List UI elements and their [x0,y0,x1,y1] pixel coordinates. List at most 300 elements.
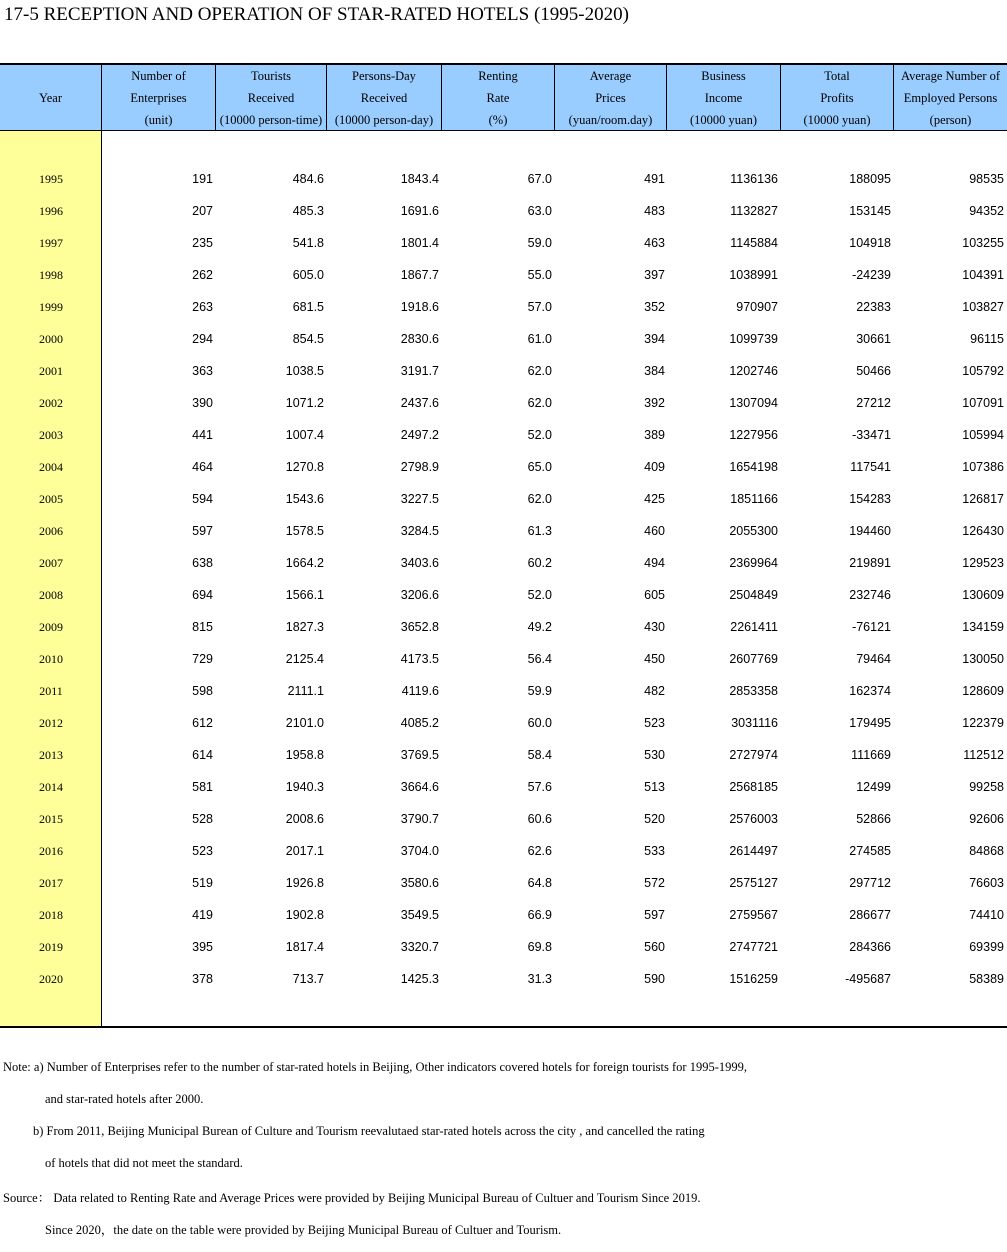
cell-business-income: 2055300 [729,524,778,538]
table-header [0,63,1007,131]
cell-total-profits: -33471 [852,428,891,442]
cell-average-price: 460 [644,524,665,538]
note-a-line-2: and star-rated hotels after 2000. [45,1092,204,1106]
cell-employed-persons: 105792 [962,364,1004,378]
cell-year: 1998 [39,268,63,282]
table-row [0,899,1007,931]
cell-tourists: 2101.0 [285,716,324,730]
header-employed-persons-line: Employed Persons [903,91,998,105]
cell-business-income: 1136136 [730,172,778,186]
cell-enterprises: 815 [192,620,213,634]
cell-employed-persons: 130609 [962,588,1004,602]
cell-employed-persons: 134159 [962,620,1004,634]
cell-employed-persons: 122379 [962,716,1004,730]
cell-tourists: 2125.4 [285,652,324,666]
cell-year: 2001 [39,364,63,378]
header-total-profits-line: Profits [820,91,854,105]
header-business-income-line: Business [701,69,746,83]
table-row [0,803,1007,835]
cell-employed-persons: 103255 [962,236,1004,250]
header-average-price-line: Prices [595,91,626,105]
cell-employed-persons: 98535 [969,172,1004,186]
cell-persons-day: 3227.5 [400,492,439,506]
cell-total-profits: 154283 [849,492,891,506]
cell-tourists: 1038.5 [285,364,324,378]
cell-renting-rate: 52.0 [527,588,552,602]
cell-tourists: 1902.8 [285,908,324,922]
cell-business-income: 1654198 [729,460,778,474]
cell-total-profits: 111669 [851,748,891,762]
cell-persons-day: 3206.6 [400,588,439,602]
cell-total-profits: 52866 [856,812,891,826]
cell-enterprises: 594 [192,492,213,506]
cell-renting-rate: 66.9 [527,908,552,922]
cell-tourists: 2017.1 [285,844,324,858]
cell-persons-day: 3704.0 [400,844,439,858]
source-line-1: Source： Data related to Renting Rate and Average Prices were provided by Beijing Municipal Bureau of Cultuer and Tourism Since 2019. [3,1191,701,1205]
cell-enterprises: 598 [192,684,213,698]
header-average-price [555,65,667,131]
cell-total-profits: 117541 [850,460,891,474]
cell-employed-persons: 76603 [969,876,1004,890]
cell-tourists: 1926.8 [285,876,324,890]
table-row [0,419,1007,451]
cell-persons-day: 3664.6 [400,780,439,794]
cell-enterprises: 523 [192,844,213,858]
cell-average-price: 491 [644,172,665,186]
cell-persons-day: 4119.6 [401,684,439,698]
cell-business-income: 1202746 [729,364,778,378]
cell-year: 1996 [39,204,63,218]
cell-year: 1997 [39,236,63,250]
header-persons-day-line: Persons-Day [352,69,416,83]
cell-renting-rate: 52.0 [527,428,552,442]
table-row [0,547,1007,579]
cell-business-income: 1516259 [729,972,778,986]
cell-tourists: 1270.8 [285,460,324,474]
cell-average-price: 523 [644,716,665,730]
cell-business-income: 2614497 [729,844,778,858]
cell-renting-rate: 63.0 [527,204,552,218]
header-enterprises [102,65,216,131]
cell-enterprises: 441 [192,428,213,442]
cell-year: 1999 [39,300,63,314]
cell-enterprises: 191 [192,172,213,186]
cell-renting-rate: 61.3 [527,524,552,538]
cell-tourists: 1007.4 [285,428,324,442]
cell-renting-rate: 49.2 [527,620,552,634]
cell-persons-day: 3652.8 [400,620,439,634]
cell-average-price: 572 [644,876,665,890]
cell-year: 1995 [39,172,63,186]
cell-year: 2016 [39,844,63,858]
cell-average-price: 430 [644,620,665,634]
cell-business-income: 1227956 [729,428,778,442]
cell-business-income: 2261411 [730,620,778,634]
cell-tourists: 681.5 [292,300,324,314]
cell-employed-persons: 104391 [962,268,1004,282]
cell-business-income: 2853358 [729,684,778,698]
cell-persons-day: 3403.6 [400,556,439,570]
cell-renting-rate: 60.6 [527,812,552,826]
cell-enterprises: 612 [192,716,213,730]
cell-renting-rate: 59.0 [527,236,552,250]
cell-tourists: 484.6 [292,172,324,186]
cell-renting-rate: 69.8 [527,940,552,954]
cell-renting-rate: 62.0 [527,364,552,378]
cell-year: 2012 [39,716,63,730]
cell-total-profits: 179495 [849,716,891,730]
cell-average-price: 463 [644,236,665,250]
cell-total-profits: 232746 [849,588,891,602]
cell-employed-persons: 105994 [962,428,1004,442]
cell-average-price: 597 [644,908,665,922]
cell-year: 2000 [39,332,63,346]
cell-total-profits: 162374 [849,684,891,698]
cell-business-income: 970907 [736,300,778,314]
cell-renting-rate: 58.4 [527,748,552,762]
header-employed-persons [894,65,1007,131]
cell-total-profits: 286677 [849,908,891,922]
table-bottom-border [0,1026,1007,1028]
cell-business-income: 2504849 [729,588,778,602]
cell-year: 2015 [39,812,63,826]
cell-tourists: 854.5 [292,332,324,346]
cell-renting-rate: 60.0 [527,716,552,730]
cell-employed-persons: 129523 [962,556,1004,570]
cell-business-income: 1307094 [729,396,778,410]
table-row [0,515,1007,547]
cell-average-price: 483 [644,204,665,218]
cell-tourists: 1958.8 [285,748,324,762]
cell-persons-day: 3769.5 [400,748,439,762]
cell-persons-day: 2798.9 [400,460,439,474]
header-persons-day-line: (10000 person-day) [334,113,434,127]
cell-business-income: 2568185 [729,780,778,794]
table-row [0,643,1007,675]
header-year [0,65,102,131]
header-renting-rate-line: (%) [488,113,508,127]
cell-year: 2013 [39,748,63,762]
cell-enterprises: 638 [192,556,213,570]
cell-enterprises: 528 [192,812,213,826]
cell-enterprises: 597 [192,524,213,538]
table-row [0,387,1007,419]
cell-tourists: 1543.6 [285,492,324,506]
table-row [0,355,1007,387]
header-business-income-line: Income [704,91,743,105]
cell-year: 2017 [39,876,63,890]
cell-persons-day: 1801.4 [400,236,439,250]
cell-enterprises: 464 [192,460,213,474]
cell-year: 2020 [39,972,63,986]
cell-business-income: 1099739 [729,332,778,346]
cell-business-income: 1851166 [730,492,778,506]
cell-total-profits: 79464 [856,652,891,666]
table-row [0,675,1007,707]
cell-renting-rate: 61.0 [527,332,552,346]
cell-total-profits: 219891 [849,556,891,570]
cell-enterprises: 390 [192,396,213,410]
cell-employed-persons: 58389 [969,972,1004,986]
cell-tourists: 1071.2 [285,396,324,410]
cell-total-profits: 22383 [856,300,891,314]
header-year-line: Year [38,91,63,105]
page-title: 17-5 RECEPTION AND OPERATION OF STAR-RATED HOTELS (1995-2020) [4,4,629,25]
header-persons-day-line: Received [360,91,408,105]
cell-average-price: 530 [644,748,665,762]
header-enterprises-line: Number of [131,69,186,83]
cell-employed-persons: 126817 [962,492,1004,506]
cell-average-price: 397 [644,268,665,282]
header-average-price-line: (yuan/room.day) [568,113,653,127]
cell-renting-rate: 62.0 [527,396,552,410]
cell-total-profits: -76121 [852,620,891,634]
table-row [0,611,1007,643]
cell-average-price: 409 [644,460,665,474]
table-row [0,707,1007,739]
header-total-profits [781,65,894,131]
cell-renting-rate: 31.3 [527,972,552,986]
table-row [0,323,1007,355]
cell-total-profits: 194460 [849,524,891,538]
cell-renting-rate: 62.6 [527,844,552,858]
cell-business-income: 2759567 [729,908,778,922]
header-enterprises-line: Enterprises [130,91,187,105]
table-row [0,195,1007,227]
cell-tourists: 1940.3 [285,780,324,794]
cell-enterprises: 263 [192,300,213,314]
cell-business-income: 1038991 [729,268,778,282]
cell-average-price: 590 [644,972,665,986]
table-row [0,835,1007,867]
cell-business-income: 2369964 [729,556,778,570]
header-tourists-line: Received [247,91,295,105]
table-row [0,963,1007,995]
cell-total-profits: 104918 [849,236,891,250]
cell-employed-persons: 94352 [969,204,1004,218]
cell-employed-persons: 84868 [969,844,1004,858]
cell-business-income: 1132827 [730,204,778,218]
cell-average-price: 482 [644,684,665,698]
table-row [0,227,1007,259]
cell-enterprises: 395 [192,940,213,954]
cell-year: 2010 [39,652,63,666]
table-row [0,483,1007,515]
cell-employed-persons: 107386 [962,460,1004,474]
cell-employed-persons: 74410 [969,908,1004,922]
note-b-line-2: of hotels that did not meet the standard. [45,1156,243,1170]
cell-year: 2005 [39,492,63,506]
cell-persons-day: 4173.5 [400,652,439,666]
cell-renting-rate: 64.8 [527,876,552,890]
cell-average-price: 384 [644,364,665,378]
cell-employed-persons: 128609 [962,684,1004,698]
header-tourists-line: (10000 person-time) [219,113,323,127]
cell-persons-day: 1918.6 [400,300,439,314]
cell-tourists: 1566.1 [285,588,324,602]
header-tourists-line: Tourists [250,69,292,83]
header-total-profits-line: (10000 yuan) [803,113,871,127]
cell-enterprises: 694 [192,588,213,602]
table-row [0,739,1007,771]
cell-tourists: 1664.2 [285,556,324,570]
cell-tourists: 1578.5 [285,524,324,538]
table-row [0,771,1007,803]
header-renting-rate-line: Renting [478,69,518,83]
cell-tourists: 2008.6 [285,812,324,826]
cell-persons-day: 1425.3 [400,972,439,986]
cell-persons-day: 2497.2 [400,428,439,442]
cell-total-profits: 297712 [849,876,891,890]
cell-average-price: 352 [644,300,665,314]
header-business-income-line: (10000 yuan) [690,113,757,127]
cell-year: 2003 [39,428,63,442]
header-employed-persons-line: Average Number of [900,69,1001,83]
cell-employed-persons: 69399 [969,940,1004,954]
table-row [0,163,1007,195]
cell-business-income: 3031116 [731,716,778,730]
header-tourists [216,65,327,131]
cell-enterprises: 262 [192,268,213,282]
cell-business-income: 2747721 [729,940,778,954]
cell-persons-day: 1843.4 [400,172,439,186]
header-employed-persons-line: (person) [929,113,972,127]
header-enterprises-line: (unit) [144,113,173,127]
cell-total-profits: 30661 [856,332,891,346]
cell-business-income: 2607769 [729,652,778,666]
cell-enterprises: 419 [192,908,213,922]
cell-average-price: 494 [644,556,665,570]
header-business-income [667,65,781,131]
cell-persons-day: 3191.7 [400,364,439,378]
table-row [0,867,1007,899]
header-persons-day [327,65,442,131]
cell-employed-persons: 92606 [969,812,1004,826]
cell-enterprises: 614 [192,748,213,762]
header-renting-rate-line: Rate [486,91,510,105]
cell-average-price: 560 [644,940,665,954]
cell-persons-day: 3790.7 [400,812,439,826]
cell-average-price: 389 [644,428,665,442]
cell-employed-persons: 130050 [962,652,1004,666]
cell-year: 2014 [39,780,63,794]
cell-persons-day: 3284.5 [400,524,439,538]
cell-tourists: 2111.1 [287,684,324,698]
cell-average-price: 450 [644,652,665,666]
table-row [0,259,1007,291]
cell-total-profits: 153145 [849,204,891,218]
cell-average-price: 392 [644,396,665,410]
cell-enterprises: 207 [192,204,213,218]
cell-tourists: 713.7 [292,972,324,986]
header-total-profits-line: Total [824,69,850,83]
cell-total-profits: 27212 [856,396,891,410]
cell-renting-rate: 55.0 [527,268,552,282]
cell-employed-persons: 96115 [970,332,1004,346]
table-body [0,131,1007,1027]
cell-persons-day: 3549.5 [400,908,439,922]
cell-business-income: 2575127 [729,876,778,890]
cell-employed-persons: 112512 [963,748,1004,762]
cell-total-profits: -495687 [845,972,891,986]
cell-total-profits: 50466 [856,364,891,378]
note-a-line-1: Note: a) Number of Enterprises refer to the number of star-rated hotels in Beijing, Other indicators covered hotels for foreign tourists for 1995-1999, [3,1060,747,1074]
cell-total-profits: 284366 [849,940,891,954]
cell-average-price: 605 [644,588,665,602]
cell-total-profits: 274585 [849,844,891,858]
cell-average-price: 513 [644,780,665,794]
cell-persons-day: 1691.6 [400,204,439,218]
source-line-2: Since 2020，the date on the table were provided by Beijing Municipal Bureau of Cultuer and Tourism. [45,1223,562,1237]
cell-enterprises: 363 [192,364,213,378]
table-row [0,931,1007,963]
cell-average-price: 425 [644,492,665,506]
cell-enterprises: 581 [192,780,213,794]
cell-persons-day: 4085.2 [400,716,439,730]
note-b-line-1: b) From 2011, Beijing Municipal Burean of Culture and Tourism reevalutaed star-rated hotels across the city , and cancelled the rating [33,1124,705,1138]
cell-renting-rate: 62.0 [527,492,552,506]
cell-renting-rate: 60.2 [527,556,552,570]
cell-year: 2008 [39,588,63,602]
cell-persons-day: 1867.7 [400,268,439,282]
cell-average-price: 520 [644,812,665,826]
cell-year: 2011 [39,684,63,698]
cell-renting-rate: 65.0 [527,460,552,474]
cell-employed-persons: 126430 [962,524,1004,538]
cell-tourists: 541.8 [292,236,324,250]
cell-renting-rate: 57.6 [527,780,552,794]
cell-business-income: 2727974 [729,748,778,762]
cell-year: 2019 [39,940,63,954]
cell-total-profits: 188095 [849,172,891,186]
cell-enterprises: 294 [192,332,213,346]
cell-year: 2002 [39,396,63,410]
cell-year: 2006 [39,524,63,538]
cell-persons-day: 3320.7 [400,940,439,954]
cell-total-profits: -24239 [852,268,891,282]
cell-total-profits: 12499 [856,780,891,794]
cell-tourists: 605.0 [292,268,324,282]
cell-persons-day: 2830.6 [400,332,439,346]
cell-average-price: 394 [644,332,665,346]
table-row [0,451,1007,483]
cell-enterprises: 729 [192,652,213,666]
cell-renting-rate: 56.4 [527,652,552,666]
cell-enterprises: 235 [192,236,213,250]
cell-persons-day: 3580.6 [400,876,439,890]
cell-employed-persons: 99258 [969,780,1004,794]
cell-year: 2009 [39,620,63,634]
table-row [0,291,1007,323]
cell-business-income: 2576003 [729,812,778,826]
cell-enterprises: 519 [192,876,213,890]
cell-tourists: 1817.4 [285,940,324,954]
cell-renting-rate: 59.9 [527,684,552,698]
header-average-price-line: Average [589,69,632,83]
cell-tourists: 1827.3 [285,620,324,634]
header-renting-rate [442,65,555,131]
cell-average-price: 533 [644,844,665,858]
cell-year: 2004 [39,460,63,474]
cell-renting-rate: 67.0 [527,172,552,186]
cell-employed-persons: 107091 [962,396,1004,410]
cell-year: 2007 [39,556,63,570]
cell-tourists: 485.3 [292,204,324,218]
table-row [0,579,1007,611]
cell-enterprises: 378 [192,972,213,986]
cell-persons-day: 2437.6 [400,396,439,410]
